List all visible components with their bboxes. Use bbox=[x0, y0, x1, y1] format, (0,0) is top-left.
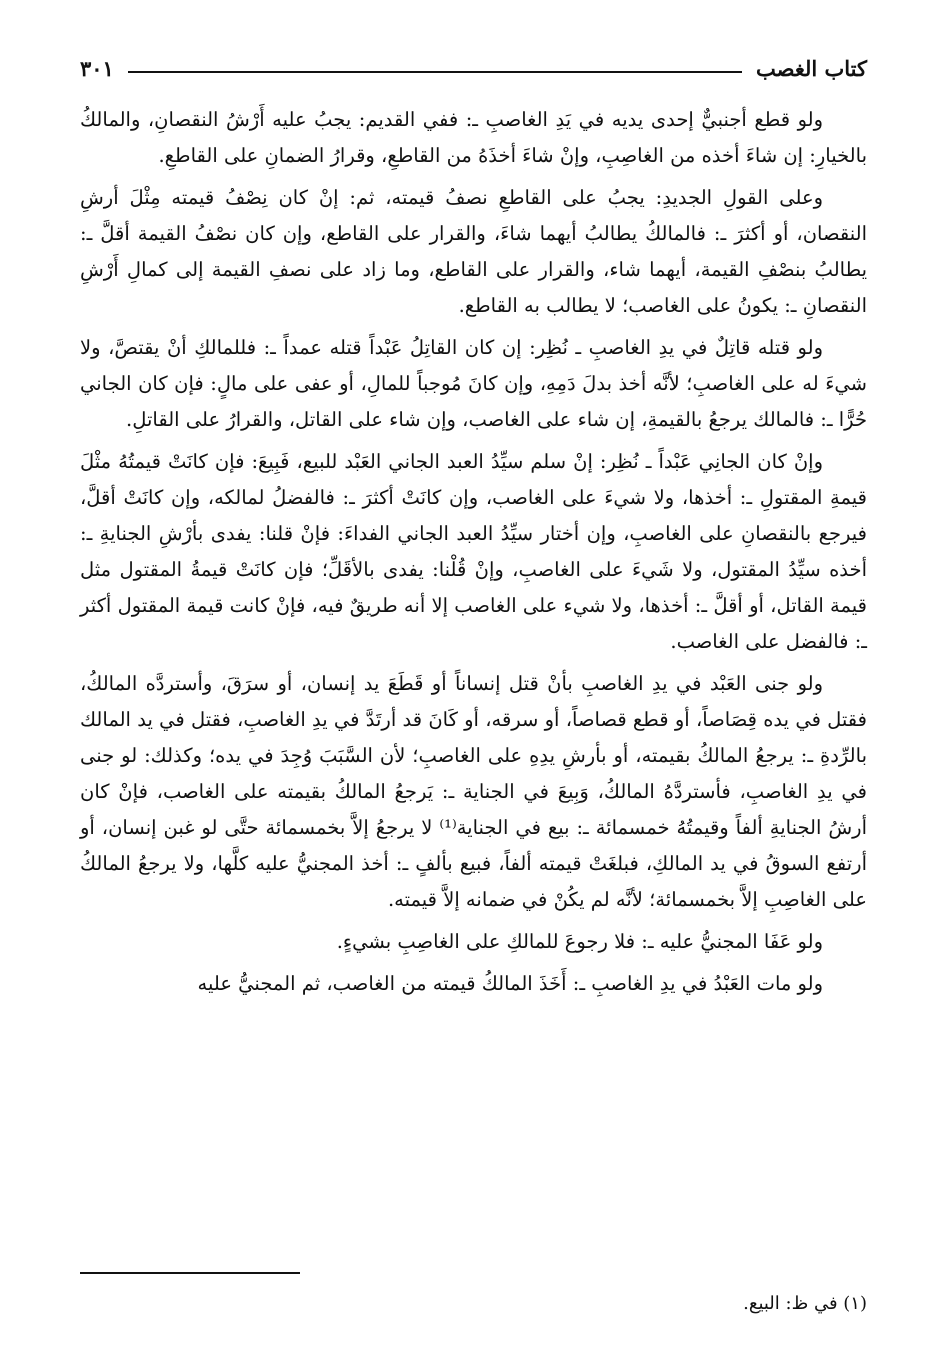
paragraph: ولو قطع أجنبيٌّ إحدى يديه في يَدِ الغاصبِ ـ: ففي القديم: يجبُ عليه أَرْشُ النقصانِ، والمالكُ بالخيارِ: إن شاءَ أخذه من الغاصِبِ، وإنْ شاءَ أخذَهُ من القاطعِ، وقرارُ الضمانِ على القاطعِ. bbox=[80, 108, 867, 167]
paragraph: ولو عَفَا المجنيُّ عليه ـ: فلا رجوعَ للمالكِ على الغاصِبِ بشيءٍ. bbox=[336, 930, 823, 953]
book-page bbox=[80, 48, 867, 1328]
paragraph: وإنْ كان الجانِي عَبْداً ـ نُظِر: إنْ سلم سيِّدُ العبد الجاني العَبْد للبيع، فَبِيعَ: فإن كانَتْ قيمتُهُ مثْلَ قيمةِ المقتولِ ـ: أخذها، ولا شيءَ على الغاصب، وإن كانَتْ أكثرَ ـ: فالفضلُ لمالكه، وإن كانَتْ أقلَّ، فيرجع بالنقصانِ على الغاصبِ، وإن أختار سيِّدُ العبد الجاني الفداءَ: فإنْ قلنا: يفدى بأرْشِ الجنايةِ ـ: أخذه سيِّدُ المقتول، ولا شَيءَ على الغاصبِ، وإنْ قُلْنا: يفدى بالأقَلِّ؛ فإن كانَتْ قيمةُ المقتول مثل قيمة القاتل، أو أقلَّ ـ: أخذها، ولا شيء على الغاصب إلا أنه طريقٌ فيه، فإنْ كانت قيمة المقتول أكثر ـ: فالفضل على الغاصب. bbox=[80, 450, 867, 653]
paragraph: وعلى القولِ الجديدِ: يجبُ على القاطعِ نصفُ قيمته، ثم: إنْ كان نِصْفُ قيمته مِثْلَ أرشِ النقصان، أو أكثرَ ـ: فالمالكُ يطالبُ أيهما شاءَ، والقرار على القاطع، وإن كان نصْفُ القيمة أقلَّ ـ: يطالبُ بنصْفِ القيمة، أيهما شاء، والقرار على القاطع، وما زاد على نصفِ القيمة إلى كمالِ أَرْشِ النقصانِ ـ: يكونُ على الغاصب؛ لا يطالب به القاطع. bbox=[80, 186, 867, 317]
paragraph: ولو مات العَبْدُ في يدِ الغاصبِ ـ: أَخَذَ المالكُ قيمته من الغاصب، ثم المجنيُّ عليه bbox=[197, 972, 823, 995]
page-number: ٣٠١ bbox=[80, 55, 114, 81]
footnote-rule bbox=[80, 1272, 300, 1274]
running-header bbox=[80, 48, 867, 88]
chapter-title: كتاب الغصب bbox=[755, 55, 867, 81]
footnote: (١) في ظ: البيع. bbox=[743, 1293, 867, 1314]
header-rule bbox=[128, 71, 742, 73]
main-text bbox=[80, 102, 867, 1002]
paragraph: ولو جنى العَبْد في يدِ الغاصبِ بأنْ قتل إنساناً أو قَطَعَ يد إنسان، أو سرَقَ، وأستردَّه المالكُ، فقتل في يده قِصَاصاً، أو قطع قصاصاً، أو سرقه، أو كَانَ قد أرتَدَّ في يدِ الغاصبِ، فقتل في يد المالك بالرِّدةِ ـ: يرجعُ المالكُ بقيمته، أو بأرشِ يدِهِ على الغاصبِ؛ لأن السَّبَبَ وُجِدَ في يده؛ وكذلك: لو جنى في يدِ الغاصبِ، فأستردَّهُ المالكُ، وَبِيعَ في الجناية ـ: يَرجعُ المالكُ بقيمته على الغاصب، فإنْ كان أرشُ الجنايةِ ألفاً وقيمتُهُ خمسمائة ـ: بيع في الجناية⁽¹⁾ لا يرجعُ إلاَّ بخمسمائة حتَّى لو غبن إنسان، أو أرتفع السوقُ في يد المالكِ، فبلغَتْ قيمته ألفاً، فبيع بألفٍ ـ: أخذ المجنيُّ عليه كلَّها، ولا يرجعُ المالكُ على الغاصِبِ إلاَّ بخمسمائة؛ لأنَّه لم يكُنْ في ضمانه إلاَّ قيمته. bbox=[80, 672, 867, 911]
paragraph: ولو قتله قاتِلٌ في يدِ الغاصبِ ـ نُظِر: إن كان القاتِلُ عَبْداً قتله عمداً ـ: فللمالكِ أنْ يقتصَّ، ولا شيءَ له على الغاصبِ؛ لأنَّه أخذ بدلَ دَمِهِ، وإن كانَ مُوجباً للمالِ، أو عفى على مالٍ: فإن كان الجاني حُرًّا ـ: فالمالك يرجعُ بالقيمةِ، إن شاء على الغاصب، وإن شاء على القاتل، والقرارُ على القاتلِ. bbox=[80, 336, 867, 431]
